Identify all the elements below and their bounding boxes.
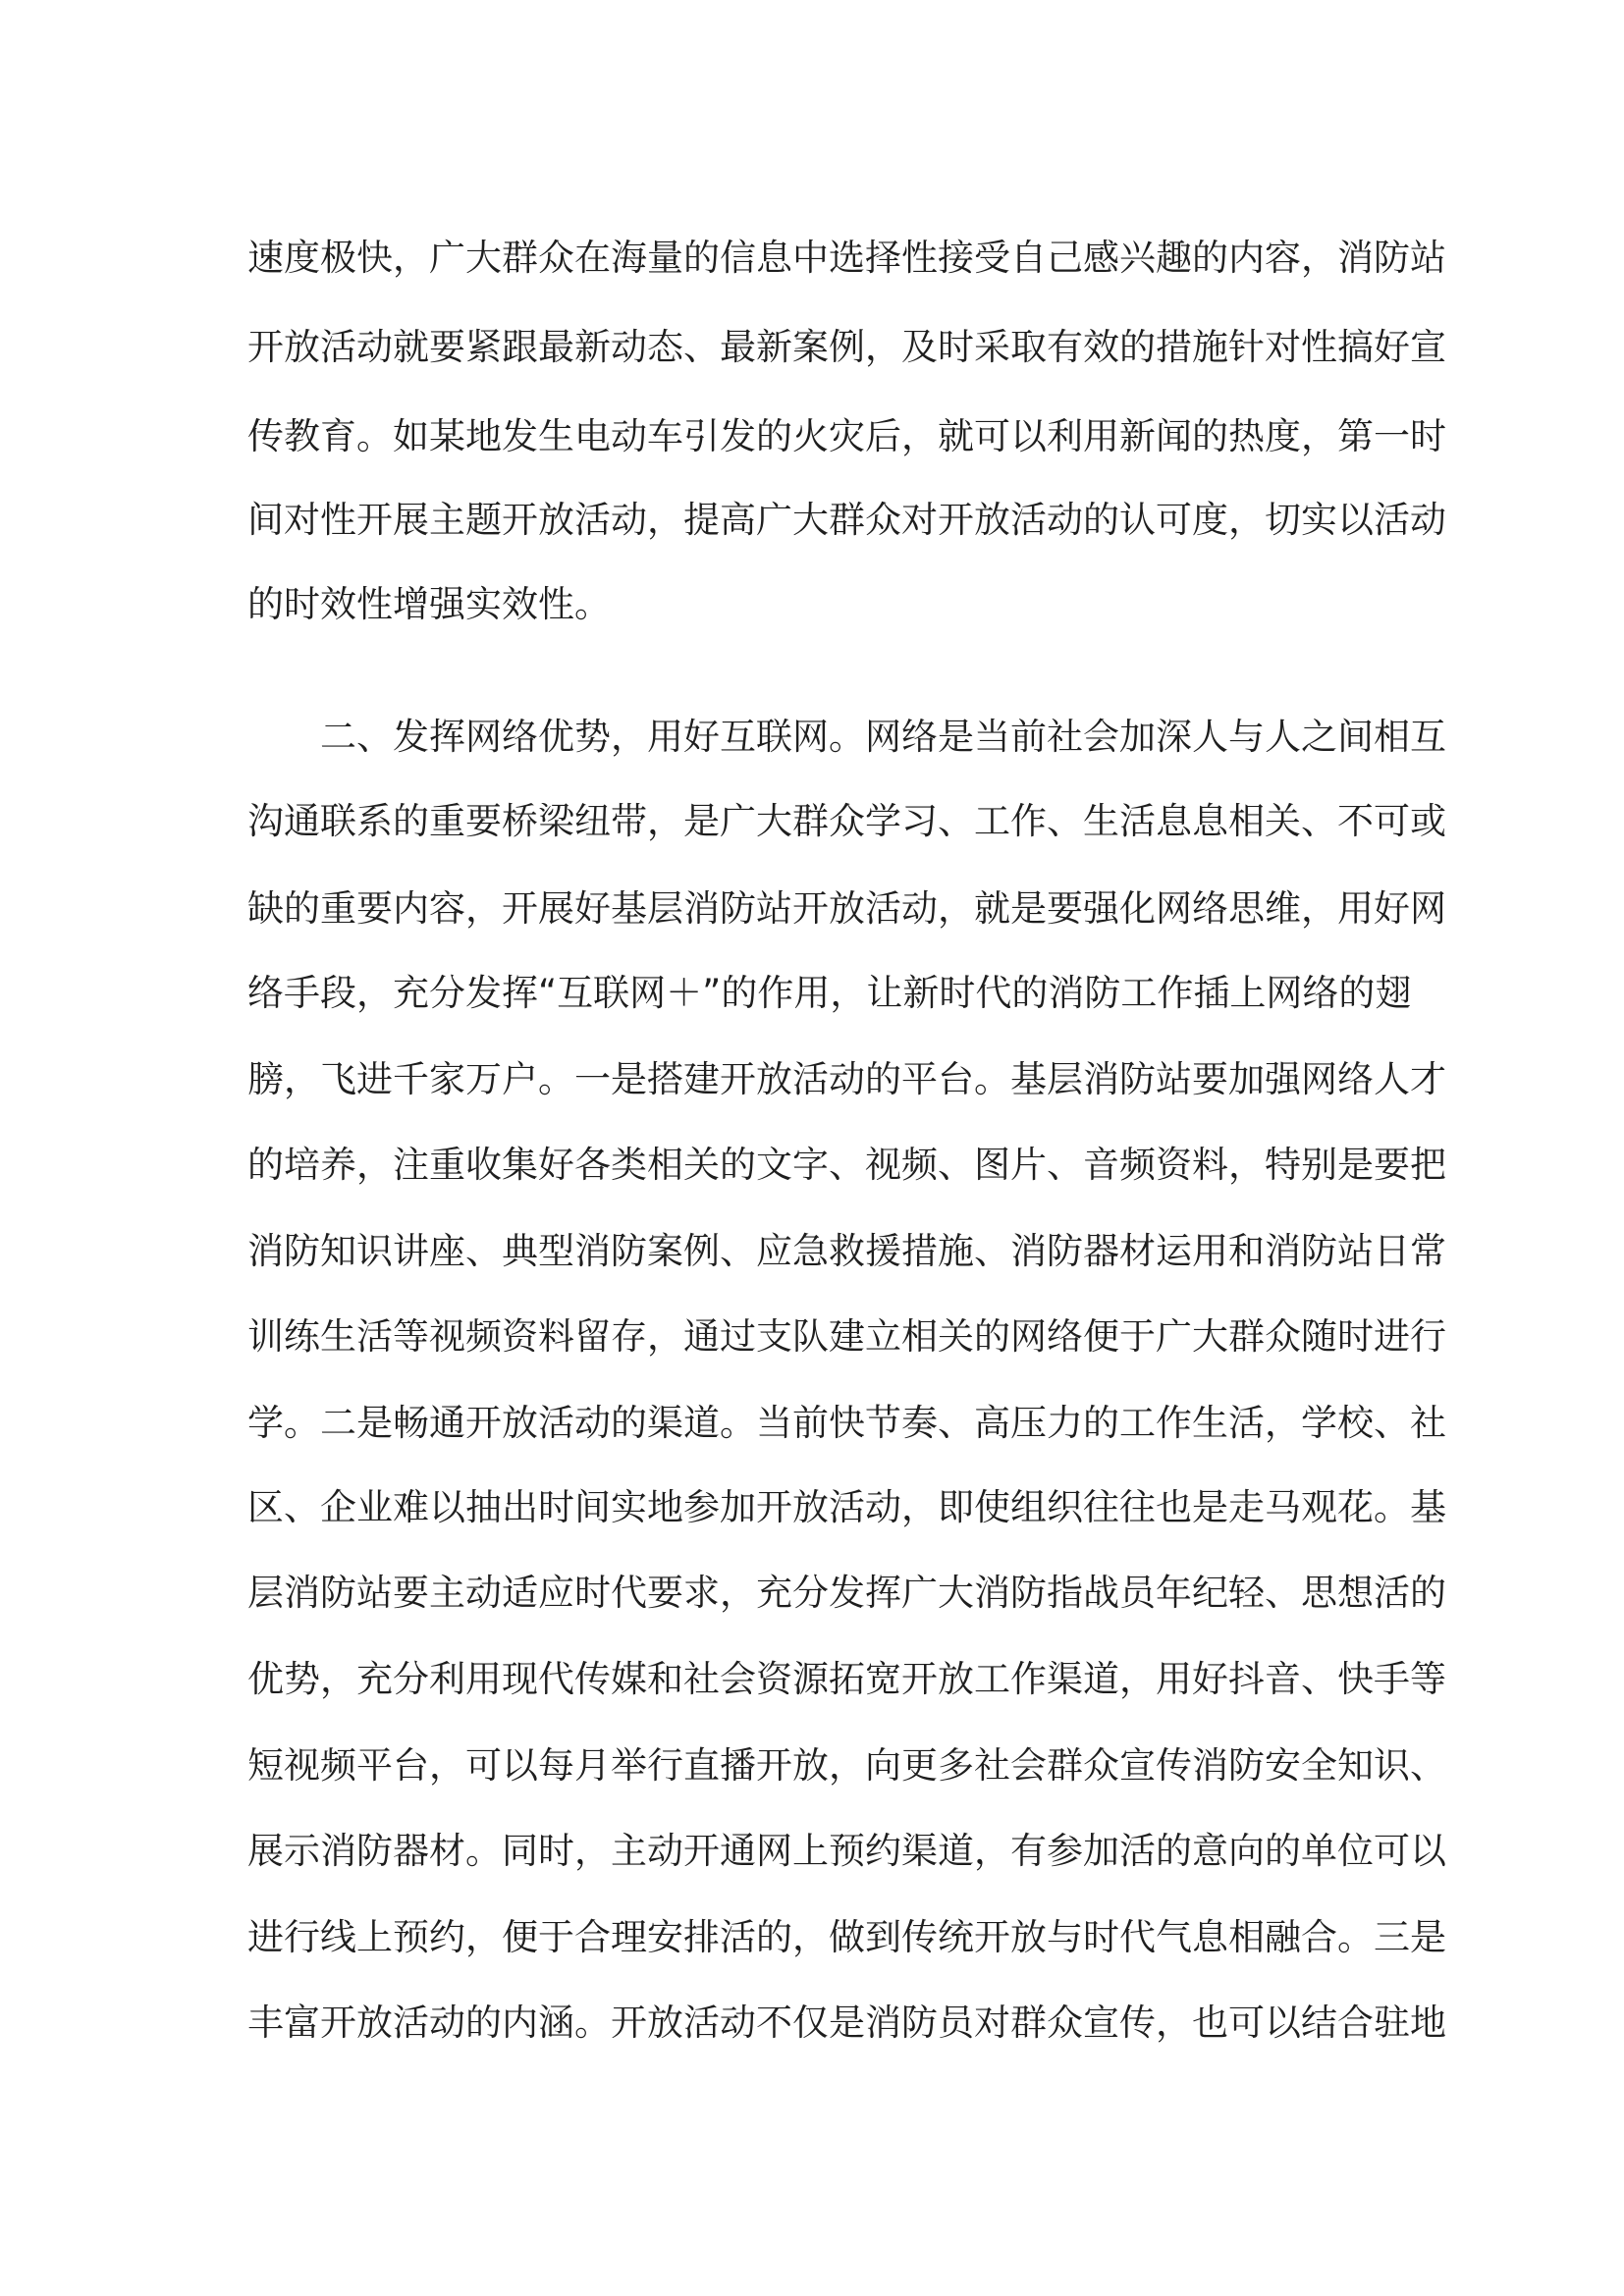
text-line: 缺的重要内容，开展好基层消防站开放活动，就是要强化网络思维，用好网 (247, 887, 1446, 930)
text-line: 展示消防器材。同时，主动开通网上预约渠道，有参加活的意向的单位可以 (247, 1830, 1446, 1872)
text-line: 进行线上预约，便于合理安排活的，做到传统开放与时代气息相融合。三是 (247, 1916, 1446, 1958)
text-line: 优势，充分利用现代传媒和社会资源拓宽开放工作渠道，用好抖音、快手等 (247, 1658, 1446, 1700)
text-line: 速度极快，广大群众在海量的信息中选择性接受自己感兴趣的内容，消防站 (247, 237, 1446, 279)
text-line: 间对性开展主题开放活动，提高广大群众对开放活动的认可度，切实以活动 (247, 499, 1446, 541)
text-line: 的时效性增强实效性。 (247, 583, 611, 625)
text-line: 的培养，注重收集好各类相关的文字、视频、图片、音频资料，特别是要把 (247, 1144, 1446, 1186)
text-line: 消防知识讲座、典型消防案例、应急救援措施、消防器材运用和消防站日常 (247, 1230, 1446, 1272)
text-line: 层消防站要主动适应时代要求，充分发挥广大消防指战员年纪轻、思想活的 (247, 1572, 1446, 1614)
text-line: 沟通联系的重要桥梁纽带，是广大群众学习、工作、生活息息相关、不可或 (247, 800, 1446, 842)
text-line: 膀，飞进千家万户。一是搭建开放活动的平台。基层消防站要加强网络人才 (247, 1058, 1446, 1100)
text-line: 训练生活等视频资料留存，通过支队建立相关的网络便于广大群众随时进行 (247, 1315, 1446, 1358)
text-line: 区、企业难以抽出时间实地参加开放活动，即使组织往往也是走马观花。基 (247, 1486, 1446, 1528)
text-line: 短视频平台，可以每月举行直播开放，向更多社会群众宣传消防安全知识、 (247, 1744, 1446, 1787)
text-line: 传教育。如某地发生电动车引发的火灾后，就可以利用新闻的热度，第一时 (247, 415, 1446, 457)
text-line: 学。二是畅通开放活动的渠道。当前快节奏、高压力的工作生活，学校、社 (247, 1402, 1446, 1444)
text-line: 络手段，充分发挥“互联网＋”的作用，让新时代的消防工作插上网络的翅 (247, 972, 1412, 1014)
text-line: 丰富开放活动的内涵。开放活动不仅是消防员对群众宣传，也可以结合驻地 (247, 2002, 1446, 2044)
text-line: 开放活动就要紧跟最新动态、最新案例，及时采取有效的措施针对性搞好宣 (247, 326, 1446, 368)
text-line: 二、发挥网络优势，用好互联网。网络是当前社会加深人与人之间相互 (320, 716, 1446, 758)
